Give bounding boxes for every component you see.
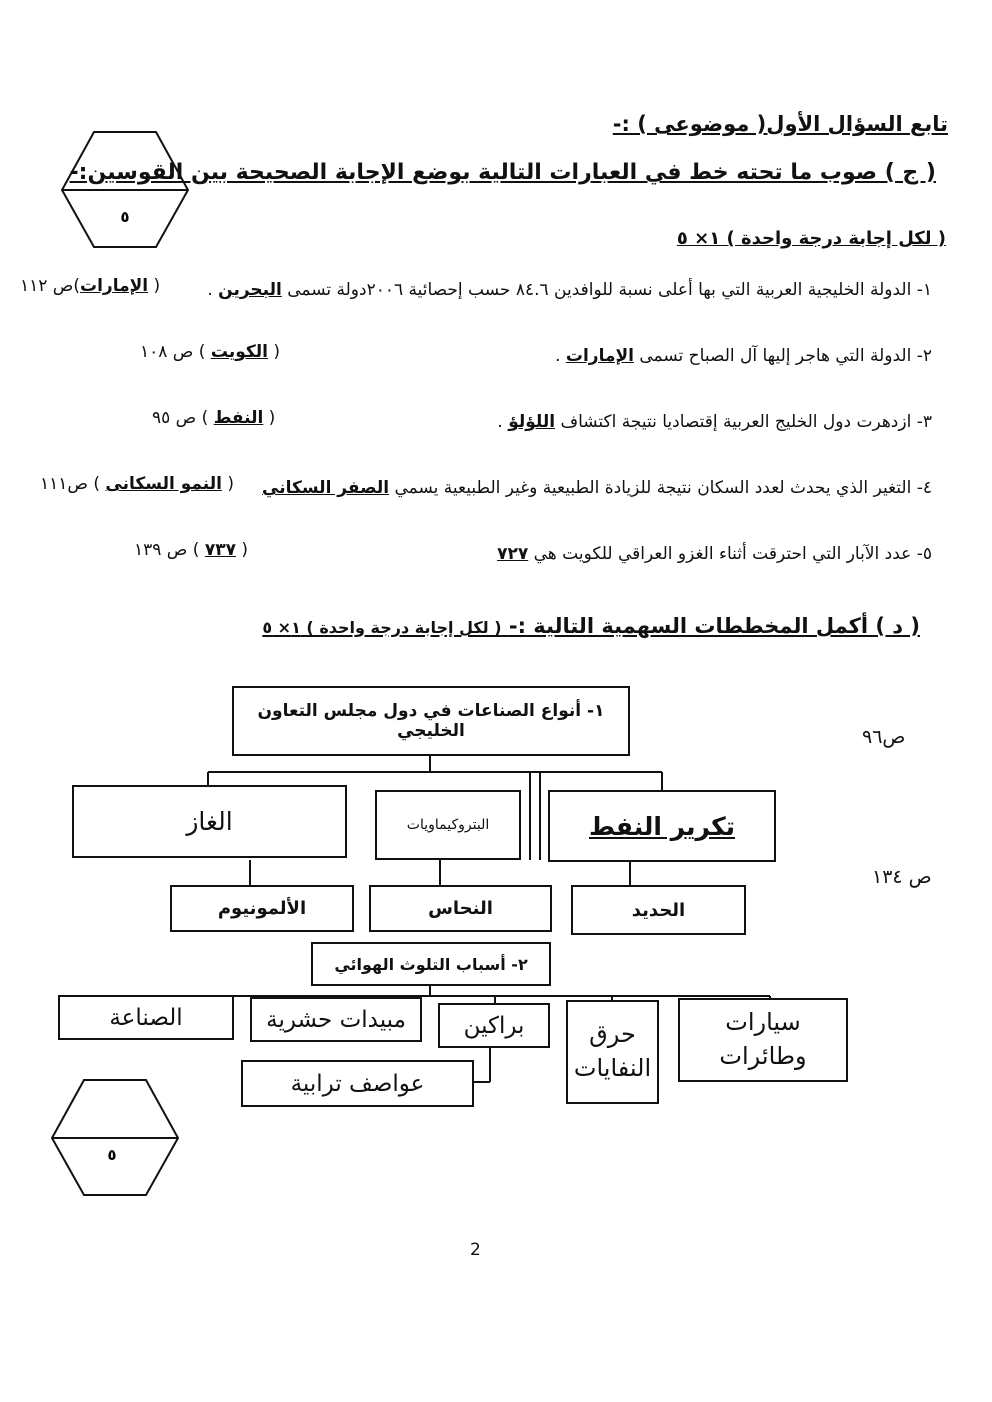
- node-aluminium: الألمونيوم: [170, 885, 354, 932]
- section-d-title: ( د ) أكمل المخططات السهمية التالية :- ( لكل إجابة درجة واحدة ) ١× ٥: [262, 614, 920, 638]
- node-oil-refining: تكرير النفط: [548, 790, 776, 862]
- marks-note: ( لكل إجابة درجة واحدة ) ١× ٥: [676, 228, 946, 249]
- diagram1-root: ١- أنواع الصناعات في دول مجلس التعاون الخليجي: [232, 686, 630, 756]
- node-waste-burning: حرق النفايات: [566, 1000, 659, 1104]
- page-ref-96: ص٩٦: [862, 726, 906, 748]
- score-hexagon-bottom: [50, 1078, 180, 1198]
- score-hexagon-top: [60, 130, 190, 250]
- node-cars-planes: سيارات وطائرات: [678, 998, 848, 1082]
- diagram2-root: ٢- أسباب التلوث الهوائي: [311, 942, 551, 986]
- node-iron: الحديد: [571, 885, 746, 935]
- hexagon-score: ٥: [107, 1146, 117, 1164]
- question-1: ١- الدولة الخليجية العربية التي بها أعلى نسبة للوافدين ٨٤.٦ حسب إحصائية ٢٠٠٦دولة تسمى البحرين .: [207, 280, 932, 300]
- node-gas: الغاز: [72, 785, 347, 858]
- instruction: ( ج ) صوب ما تحته خط في العبارات التالية بوضع الإجابة الصحيحة بين القوسين:-: [69, 160, 936, 185]
- answer-4: ( النمو السكانى ) ص١١١: [40, 474, 234, 494]
- hexagon-score: ٥: [120, 208, 130, 226]
- node-industry: الصناعة: [58, 995, 234, 1040]
- node-petrochemicals: البتروكيماويات: [375, 790, 521, 860]
- node-volcanoes: براكين: [438, 1003, 550, 1048]
- answer-5: ( ٧٣٧ ) ص ١٣٩: [134, 540, 249, 560]
- question-4: ٤- التغير الذي يحدث لعدد السكان نتيجة للزيادة الطبيعية وغير الطبيعية يسمي الصفر السكاني: [262, 478, 932, 498]
- question-2: ٢- الدولة التي هاجر إليها آل الصباح تسمى الإمارات .: [555, 346, 932, 366]
- node-dust-storms: عواصف ترابية: [241, 1060, 474, 1107]
- node-pesticides: مبيدات حشرية: [250, 997, 422, 1042]
- node-copper: النحاس: [369, 885, 552, 932]
- answer-3: ( النفط ) ص ٩٥: [152, 408, 276, 428]
- question-3: ٣- ازدهرت دول الخليج العربية إقتصاديا نتيجة اكتشاف اللؤلؤ .: [497, 412, 932, 432]
- question-5: ٥- عدد الآبار التي احترقت أثناء الغزو العراقي للكويت هي ٧٢٧: [497, 544, 932, 564]
- page-number: 2: [470, 1240, 481, 1260]
- page-ref-134: ص ١٣٤: [872, 866, 932, 888]
- section-title: تابع السؤال الأول( موضوعى ) :-: [612, 112, 948, 136]
- answer-1: ( الإمارات)ص ١١٢: [20, 276, 161, 296]
- answer-2: ( الكويت ) ص ١٠٨: [140, 342, 281, 362]
